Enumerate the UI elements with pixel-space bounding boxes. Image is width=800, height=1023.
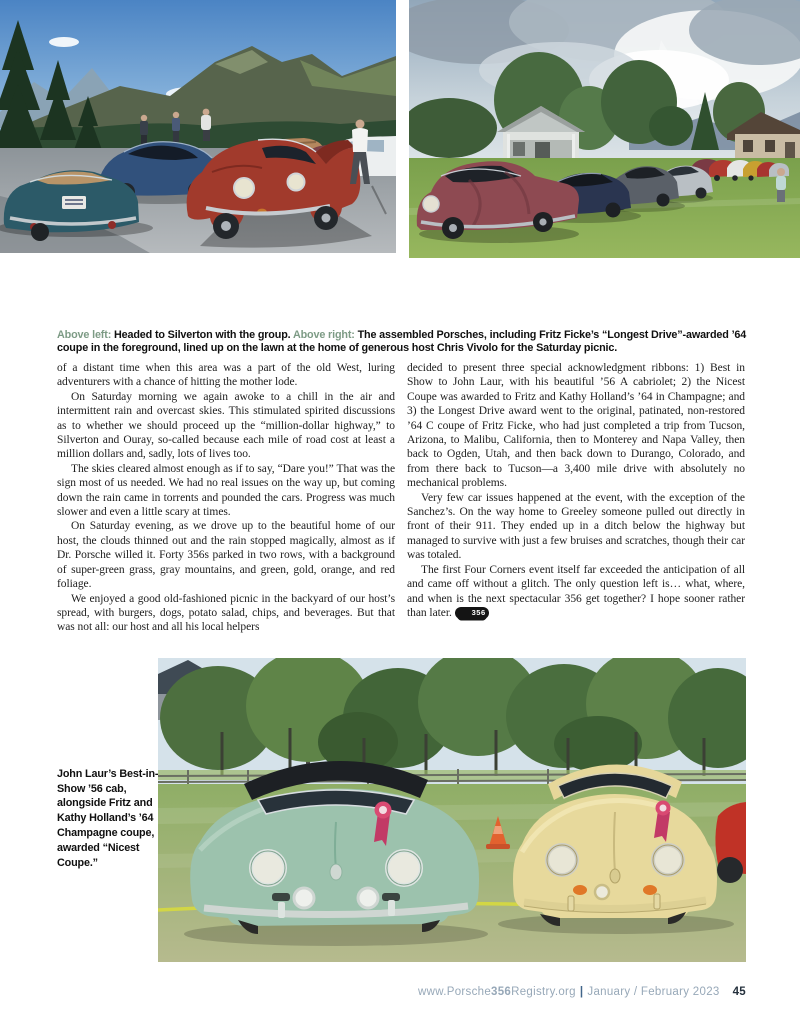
footer-separator: |: [579, 986, 584, 998]
hood-handle: [610, 869, 620, 883]
photo-award-cars: [158, 658, 746, 962]
footer-url-prefix: www.Porsche: [418, 986, 492, 998]
footer-url-356: 356: [491, 986, 512, 998]
horn-grille: [382, 893, 400, 901]
red-car-edge: [715, 802, 746, 883]
cloud: [49, 37, 79, 47]
paragraph: On Saturday morning we again awoke to a chill in the air and intermittent rain and overcast skies. This stimulated spirited discussions as to whether we should proceed up the “million-dollar highway,” to Silverton and Ouray, so-called because each mile of road cost at least a million dollars and, sadly, lots of lives too.: [57, 390, 395, 461]
caption-label-above-left: Above left:: [57, 328, 112, 341]
caption-text-above-right: The assembled Porsches, including Fritz Ficke’s “Longest Drive”-awarded ’64 coupe in the foreground, lined up on the lawn at the home of generous host Chris Vivolo for the Saturday picnic.: [57, 328, 747, 355]
bumper-overrider: [388, 900, 395, 916]
horn-grille: [272, 893, 290, 901]
fog-light: [358, 888, 378, 908]
photo-silverton-group: [0, 0, 396, 253]
bumper-overrider: [654, 894, 660, 909]
photo-picnic-lawn: [409, 0, 800, 258]
guest-figure: [776, 168, 786, 202]
turn-signal: [643, 885, 657, 895]
article-column-left: [57, 361, 395, 635]
paragraph: Very few car issues happened at the event, with the exception of the Sanchez’s. On the way home to Greeley someone pulled out directly in front of their 911. They ended up in a ditch below the highway but managed to survive with just a few bruises and scratches, though their car was totaled.: [407, 491, 745, 562]
registry-356-end-mark-icon: 356: [455, 607, 489, 619]
hood-crease: [335, 822, 336, 868]
paragraph: decided to present three special acknowledgment ribbons: 1) Best in Show to John Laur, with his beautiful ’56 A cabriolet; 2) the Nicest Coupe was awarded to Fritz and Kathy Holland’s ’64 in Champagne; and 3) the Longest Drive award went to the original, patinated, non-restored ’64 C coupe of Fritz Ficke, who had just completed a trip from Tucson, Arizona, to Malibu, California, then to Monterey and Napa Valley, then back to Ogden, Utah, and then back down to Durango, Colorado, and from there back to Tucson—a 3,400 mile drive with absolutely no mechanical problems.: [407, 362, 745, 490]
silverton-photo-illustration: [0, 0, 396, 253]
turn-signal: [573, 885, 587, 895]
fog-light: [294, 888, 314, 908]
bumper-overrider: [278, 902, 285, 918]
footer-issue-date: January / February 2023: [587, 986, 720, 998]
fog-light: [595, 885, 609, 899]
article-column-right: [407, 361, 745, 620]
paragraph: On Saturday evening, as we drove up to the beautiful home of our host, the clouds thinned out and the rain stopped magically, almost as if Dr. Porsche willed it. Forty 356s parked in two rows, with a background of super-green grass, gray mountains, and green, gold, orange, and red foliage.: [57, 520, 395, 591]
paragraph: of a distant time when this area was a part of the old West, luring adventurers with a chance of hitting the mother lode.: [57, 362, 395, 389]
award-cars-photo-illustration: [158, 658, 746, 962]
caption-text-above-left: Headed to Silverton with the group.: [111, 328, 293, 341]
bumper-overrider: [568, 896, 574, 911]
caption-label-above-right: Above right:: [292, 328, 355, 341]
paragraph: The skies cleared almost enough as if to say, “Dare you!” That was the sign most of us needed. We had no real issues on the way up, but coming down the rain came in torrents and pounded the cars. Progress was much slower and even a little scary at times.: [57, 462, 395, 519]
paragraph-text: The first Four Corners event itself far exceeded the anticipation of all and came off without a glitch. The only question left is… what, where, and when is the next spectacular 356 get together? I hope sooner rather than later.: [407, 563, 745, 619]
page-footer: [418, 986, 746, 998]
footer-url-suffix: Registry.org: [511, 986, 576, 998]
photo-caption-top: [57, 329, 747, 356]
hood-handle: [330, 864, 342, 880]
hood-crease: [614, 812, 615, 872]
photo-caption-side: John Laur’s Best-in-Show ’56 cab, alongside Fritz and Kathy Holland’s ’64 Champagne coupe, awarded “Nicest Coupe.”: [57, 767, 159, 869]
picnic-photo-illustration: [409, 0, 800, 258]
paragraph: We enjoyed a good old-fashioned picnic in the backyard of our host’s spread, with burgers, dogs, potato salad, chips, and beverages. But that was not all: our host and all his local helpers: [57, 592, 395, 634]
footer-page-number: 45: [732, 986, 746, 998]
paragraph: [407, 563, 745, 621]
